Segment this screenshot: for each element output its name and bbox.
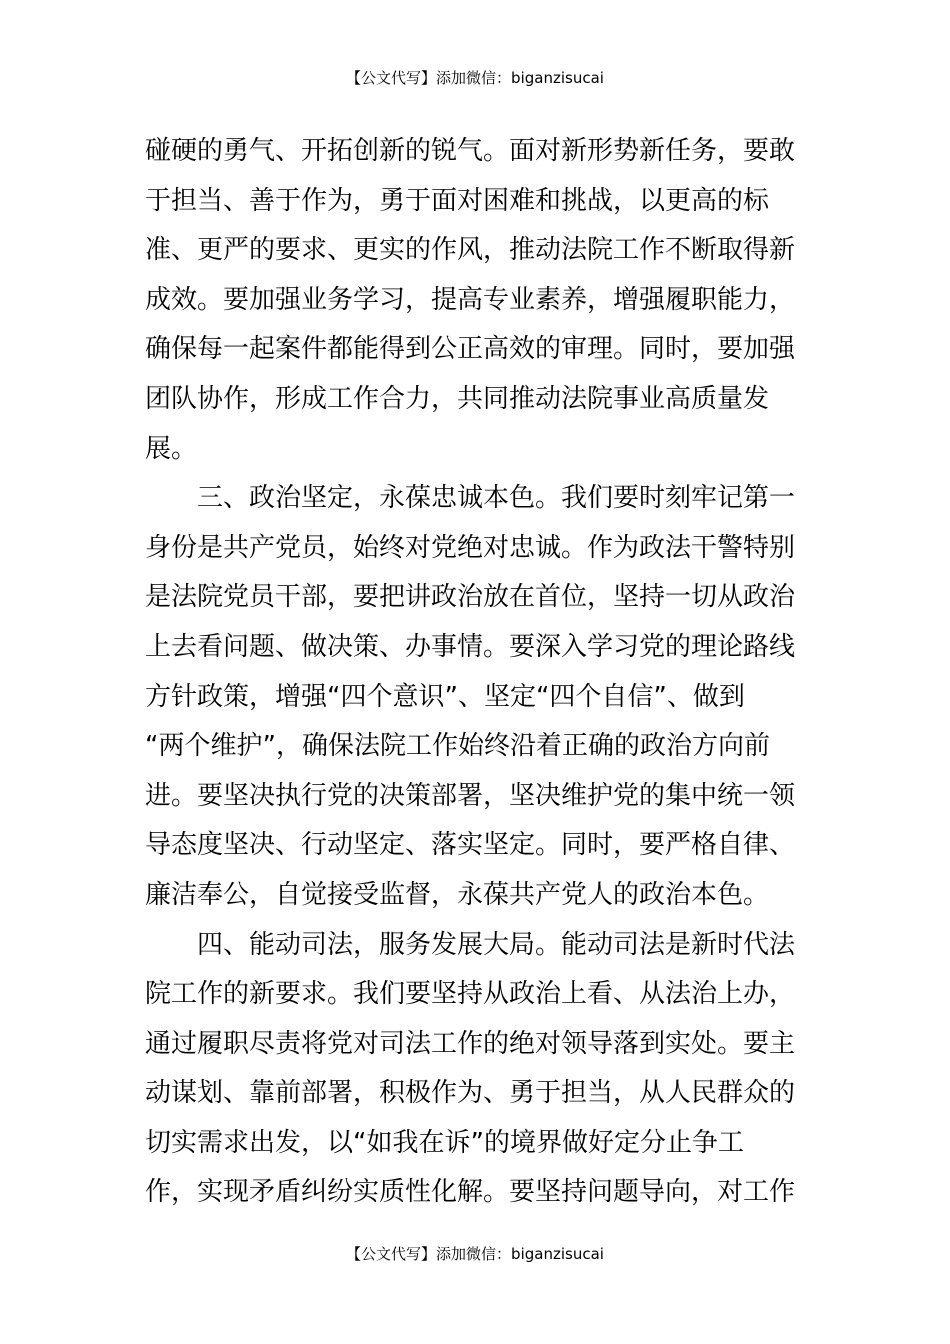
text-line: 方针政策，增强“四个意识”、坚定“四个自信”、做到: [145, 681, 745, 712]
text-line: 于担当、善于作为，勇于面对困难和挑战，以更高的标: [145, 185, 770, 216]
text-line: 团队协作，形成工作合力，共同推动法院事业高质量发: [145, 383, 770, 414]
text-line: 上去看问题、做决策、办事情。要深入学习党的理论路线: [145, 631, 796, 662]
text-line: 通过履职尽责将党对司法工作的绝对领导落到实处。要主: [145, 1028, 796, 1059]
text-line: 碰硬的勇气、开拓创新的锐气。面对新形势新任务，要敢: [145, 136, 796, 166]
text-line: 展。: [145, 433, 198, 464]
text-line: 是法院党员干部，要把讲政治放在首位，坚持一切从政治: [145, 582, 796, 613]
document-body: [145, 127, 805, 1218]
text-line: 作，实现矛盾纠纷实质性化解。要坚持问题导向，对工作: [145, 1177, 796, 1208]
section-heading-line: 三、政治坚定，永葆忠诚本色。我们要时刻牢记第一: [197, 483, 796, 514]
text-line: 廉洁奉公，自觉接受监督，永葆共产党人的政治本色。: [145, 879, 770, 910]
text-line: 身份是共产党员，始终对党绝对忠诚。作为政法干警特别: [145, 532, 796, 563]
text-line: 切实需求出发，以“如我在诉”的境界做好定分止争工: [145, 1127, 744, 1158]
text-line: 准、更严的要求、更实的作风，推动法院工作不断取得新: [145, 235, 796, 266]
text-line: 导态度坚决、行动坚定、落实坚定。同时，要严格自律、: [145, 830, 796, 861]
text-line: 进。要坚决执行党的决策部署，坚决维护党的集中统一领: [145, 780, 796, 811]
text-line: 确保每一起案件都能得到公正高效的审理。同时，要加强: [145, 334, 796, 365]
text-line: 成效。要加强业务学习，提高专业素养，增强履职能力，: [145, 284, 796, 315]
text-line: 动谋划、靠前部署，积极作为、勇于担当，从人民群众的: [145, 1078, 796, 1109]
text-line: “两个维护”，确保法院工作始终沿着正确的政治方向前: [145, 731, 770, 762]
section-heading-line: 四、能动司法，服务发展大局。能动司法是新时代法: [197, 929, 796, 960]
page-header: 【公文代写】添加微信：biganzisucai: [346, 69, 604, 87]
page-footer: 【公文代写】添加微信：biganzisucai: [346, 1245, 604, 1263]
text-line: 院工作的新要求。我们要坚持从政治上看、从法治上办，: [145, 979, 796, 1010]
